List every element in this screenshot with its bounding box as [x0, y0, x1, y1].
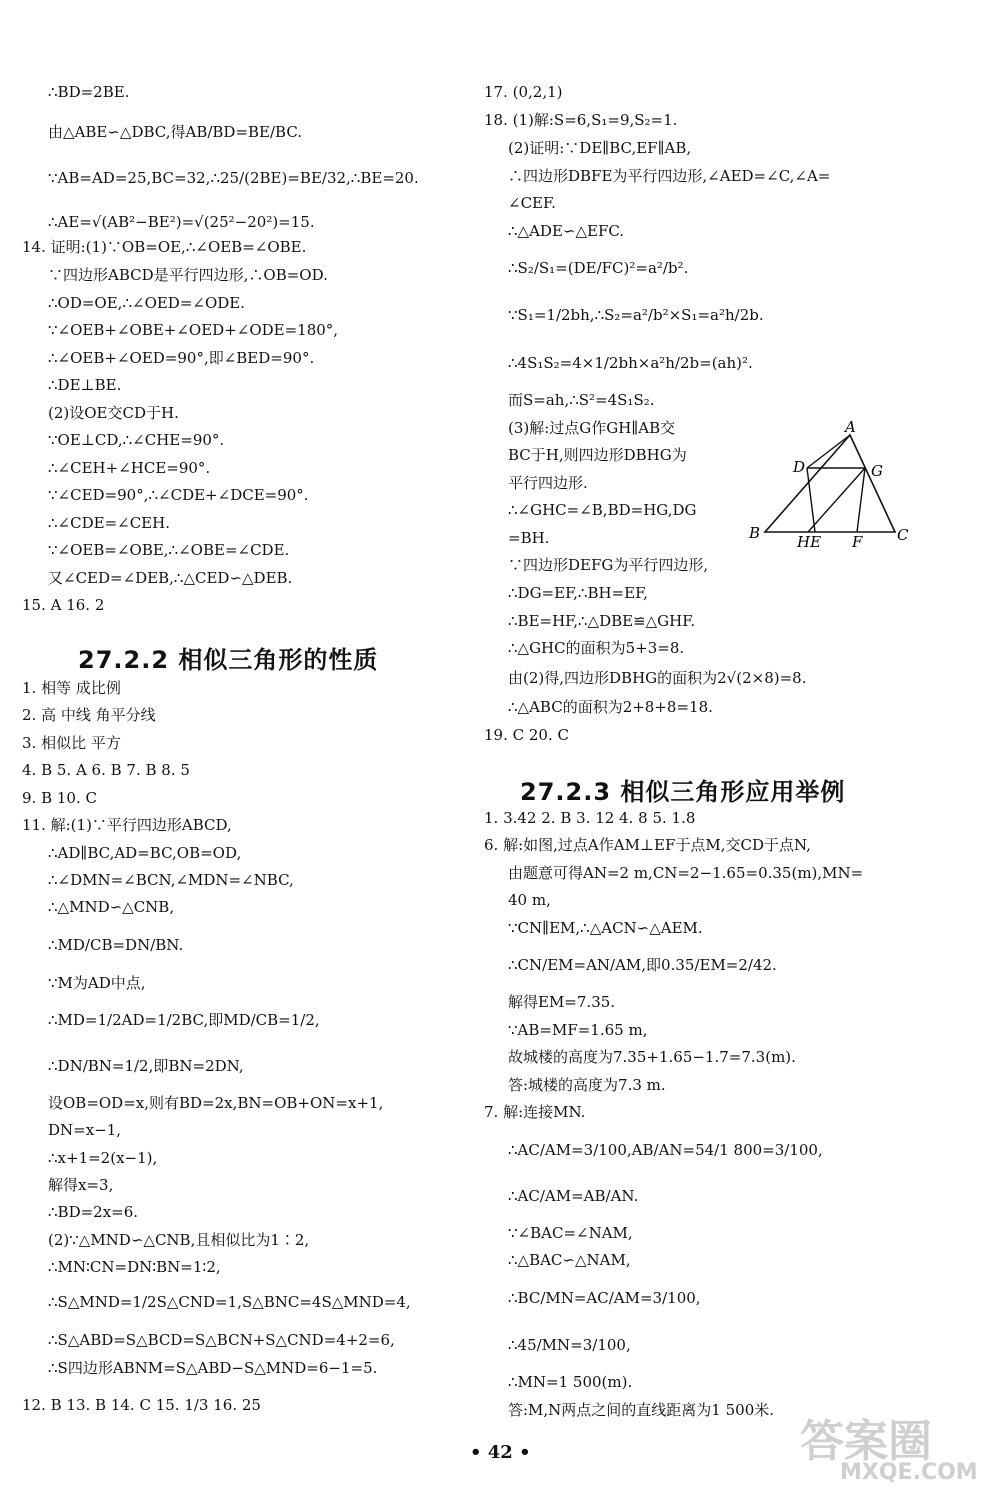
label-F: F [852, 533, 863, 551]
left-text-line: 15. A 16. 2 [22, 596, 105, 614]
left-text-line: ∵AB=AD=25,BC=32,∴25/(2BE)=BE/32,∴BE=20. [48, 169, 419, 187]
right-text-line: 7. 解:连接MN. [484, 1103, 586, 1121]
left-text-line: 又∠CED=∠DEB,∴△CED∽△DEB. [48, 569, 293, 587]
watermark-logo: 答案圈 [800, 1416, 932, 1467]
watermark-url: MXQE.COM [840, 1460, 978, 1485]
right-text-line: ∵AB=MF=1.65 m, [508, 1021, 648, 1039]
right-text-line: 答:M,N两点之间的直线距离为1 500米. [508, 1401, 775, 1419]
section-heading-27-2-3: 27.2.3 相似三角形应用举例 [520, 778, 846, 806]
left-text-line: ∴∠DMN=∠BCN,∠MDN=∠NBC, [48, 871, 294, 889]
right-text-line: ∠CEF. [508, 194, 556, 212]
right-text-line: ∴CN/EM=AN/AM,即0.35/EM=2/42. [508, 956, 777, 974]
left-text-line: ∴DE⊥BE. [48, 376, 122, 394]
right-text-line: ∴△BAC∽△NAM, [508, 1251, 631, 1269]
right-text-line: 由(2)得,四边形DBHG的面积为2√(2×8)=8. [508, 669, 807, 687]
label-C: C [897, 526, 909, 544]
left-text-line: 3. 相似比 平方 [22, 734, 121, 752]
right-text-line: ∴∠GHC=∠B,BD=HG,DG [508, 501, 697, 519]
left-text-line: ∴AE=√(AB²−BE²)=√(25²−20²)=15. [48, 213, 315, 231]
triangle-figure [745, 420, 915, 555]
left-text-line: 1. 相等 成比例 [22, 679, 121, 697]
left-text-line: 解得x=3, [48, 1176, 114, 1194]
right-text-line: ∴AC/AM=3/100,AB/AN=54/1 800=3/100, [508, 1141, 823, 1159]
left-text-line: 12. B 13. B 14. C 15. 1/3 16. 25 [22, 1396, 261, 1414]
left-text-line: ∴BD=2BE. [48, 83, 130, 101]
right-text-line: ∴S₂/S₁=(DE/FC)²=a²/b². [508, 259, 689, 277]
right-text-line: ∴BC/MN=AC/AM=3/100, [508, 1289, 701, 1307]
left-text-line: ∵OE⊥CD,∴∠CHE=90°. [48, 431, 225, 449]
left-text-line: ∴△MND∽△CNB, [48, 898, 175, 916]
right-text-line: 平行四边形. [508, 474, 588, 492]
left-text-line: ∴∠CDE=∠CEH. [48, 514, 170, 532]
left-text-line: ∵∠OEB=∠OBE,∴∠OBE=∠CDE. [48, 541, 290, 559]
left-text-line: ∵∠OEB+∠OBE+∠OED+∠ODE=180°, [48, 321, 339, 339]
right-text-line: 40 m, [508, 891, 551, 909]
left-text-line: 由△ABE∽△DBC,得AB/BD=BE/BC. [48, 123, 303, 141]
left-text-line: ∵M为AD中点, [48, 974, 146, 992]
left-text-line: ∴MD/CB=DN/BN. [48, 936, 184, 954]
left-text-line: ∴S四边形ABNM=S△ABD−S△MND=6−1=5. [48, 1359, 378, 1377]
right-text-line: 故城楼的高度为7.35+1.65−1.7=7.3(m). [508, 1048, 796, 1066]
right-text-line: ∵S₁=1/2bh,∴S₂=a²/b²×S₁=a²h/2b. [508, 306, 764, 324]
right-text-line: ∴AC/AM=AB/AN. [508, 1187, 639, 1205]
label-A: A [845, 420, 856, 436]
right-text-line: ∴△ADE∽△EFC. [508, 222, 625, 240]
left-text-line: ∴∠CEH+∠HCE=90°. [48, 459, 211, 477]
right-text-line: 解得EM=7.35. [508, 993, 616, 1011]
left-text-line: ∵∠CED=90°,∴∠CDE+∠DCE=90°. [48, 486, 309, 504]
left-text-line: (2)设OE交CD于H. [48, 404, 179, 422]
label-D: D [793, 458, 806, 476]
left-text-line: ∴AD∥BC,AD=BC,OB=OD, [48, 844, 242, 862]
right-text-line: ∴DG=EF,∴BH=EF, [508, 584, 648, 602]
right-text-line: 而S=ah,∴S²=4S₁S₂. [508, 391, 655, 409]
right-text-line: ∵∠BAC=∠NAM, [508, 1224, 633, 1242]
right-text-line: 17. (0,2,1) [484, 83, 563, 101]
left-text-line: ∴x+1=2(x−1), [48, 1149, 158, 1167]
right-text-line: ∵CN∥EM,∴△ACN∽△AEM. [508, 919, 703, 937]
left-text-line: ∴MN∶CN=DN∶BN=1∶2, [48, 1258, 221, 1276]
right-text-line: ∴△ABC的面积为2+8+8=18. [508, 698, 713, 716]
right-text-line: ∴四边形DBFE为平行四边形,∠AED=∠C,∠A= [508, 167, 831, 185]
label-B: B [749, 524, 761, 542]
right-text-line: 6. 解:如图,过点A作AM⊥EF于点M,交CD于点N, [484, 836, 811, 854]
right-text-line: ∴BE=HF,∴△DBE≌△GHF. [508, 612, 696, 630]
left-text-line: ∴S△ABD=S△BCD=S△BCN+S△CND=4+2=6, [48, 1331, 395, 1349]
right-text-line: ∴MN=1 500(m). [508, 1373, 633, 1391]
right-text-line: (3)解:过点G作GH∥AB交 [508, 419, 676, 437]
left-text-line: ∴OD=OE,∴∠OED=∠ODE. [48, 294, 246, 312]
left-text-line: ∴DN/BN=1/2,即BN=2DN, [48, 1057, 244, 1075]
right-text-line: 1. 3.42 2. B 3. 12 4. 8 5. 1.8 [484, 809, 696, 827]
left-text-line: DN=x−1, [48, 1121, 122, 1139]
left-text-line: ∴BD=2x=6. [48, 1203, 139, 1221]
left-text-line: 2. 高 中线 角平分线 [22, 706, 156, 724]
right-text-line: (2)证明:∵DE∥BC,EF∥AB, [508, 139, 692, 157]
left-text-line: ∴∠OEB+∠OED=90°,即∠BED=90°. [48, 349, 315, 367]
left-text-line: ∵四边形ABCD是平行四边形,∴OB=OD. [48, 266, 328, 284]
right-text-line: 答:城楼的高度为7.3 m. [508, 1076, 666, 1094]
right-text-line: 19. C 20. C [484, 726, 569, 744]
right-text-line: =BH. [508, 529, 550, 547]
left-text-line: 11. 解:(1)∵平行四边形ABCD, [22, 816, 232, 834]
page-number: • 42 • [470, 1442, 531, 1463]
left-text-line: ∴MD=1/2AD=1/2BC,即MD/CB=1/2, [48, 1011, 320, 1029]
right-text-line: BC于H,则四边形DBHG为 [508, 446, 687, 464]
left-text-line: 4. B 5. A 6. B 7. B 8. 5 [22, 761, 190, 779]
right-text-line: ∴4S₁S₂=4×1/2bh×a²h/2b=(ah)². [508, 354, 753, 372]
right-text-line: ∴△GHC的面积为5+3=8. [508, 639, 685, 657]
left-text-line: 设OB=OD=x,则有BD=2x,BN=OB+ON=x+1, [48, 1094, 384, 1112]
right-text-line: ∵四边形DEFG为平行四边形, [508, 556, 709, 574]
right-text-line: ∴45/MN=3/100, [508, 1336, 631, 1354]
right-text-line: 18. (1)解:S=6,S₁=9,S₂=1. [484, 111, 678, 129]
right-text-line: 由题意可得AN=2 m,CN=2−1.65=0.35(m),MN= [508, 864, 864, 882]
section-heading-27-2-2: 27.2.2 相似三角形的性质 [78, 646, 379, 674]
left-text-line: 14. 证明:(1)∵OB=OE,∴∠OEB=∠OBE. [22, 238, 307, 256]
left-text-line: ∴S△MND=1/2S△CND=1,S△BNC=4S△MND=4, [48, 1293, 411, 1311]
left-text-line: (2)∵△MND∽△CNB,且相似比为1∶2, [48, 1231, 310, 1249]
left-text-line: 9. B 10. C [22, 789, 97, 807]
label-HE: HE [797, 533, 822, 551]
label-G: G [871, 462, 883, 480]
